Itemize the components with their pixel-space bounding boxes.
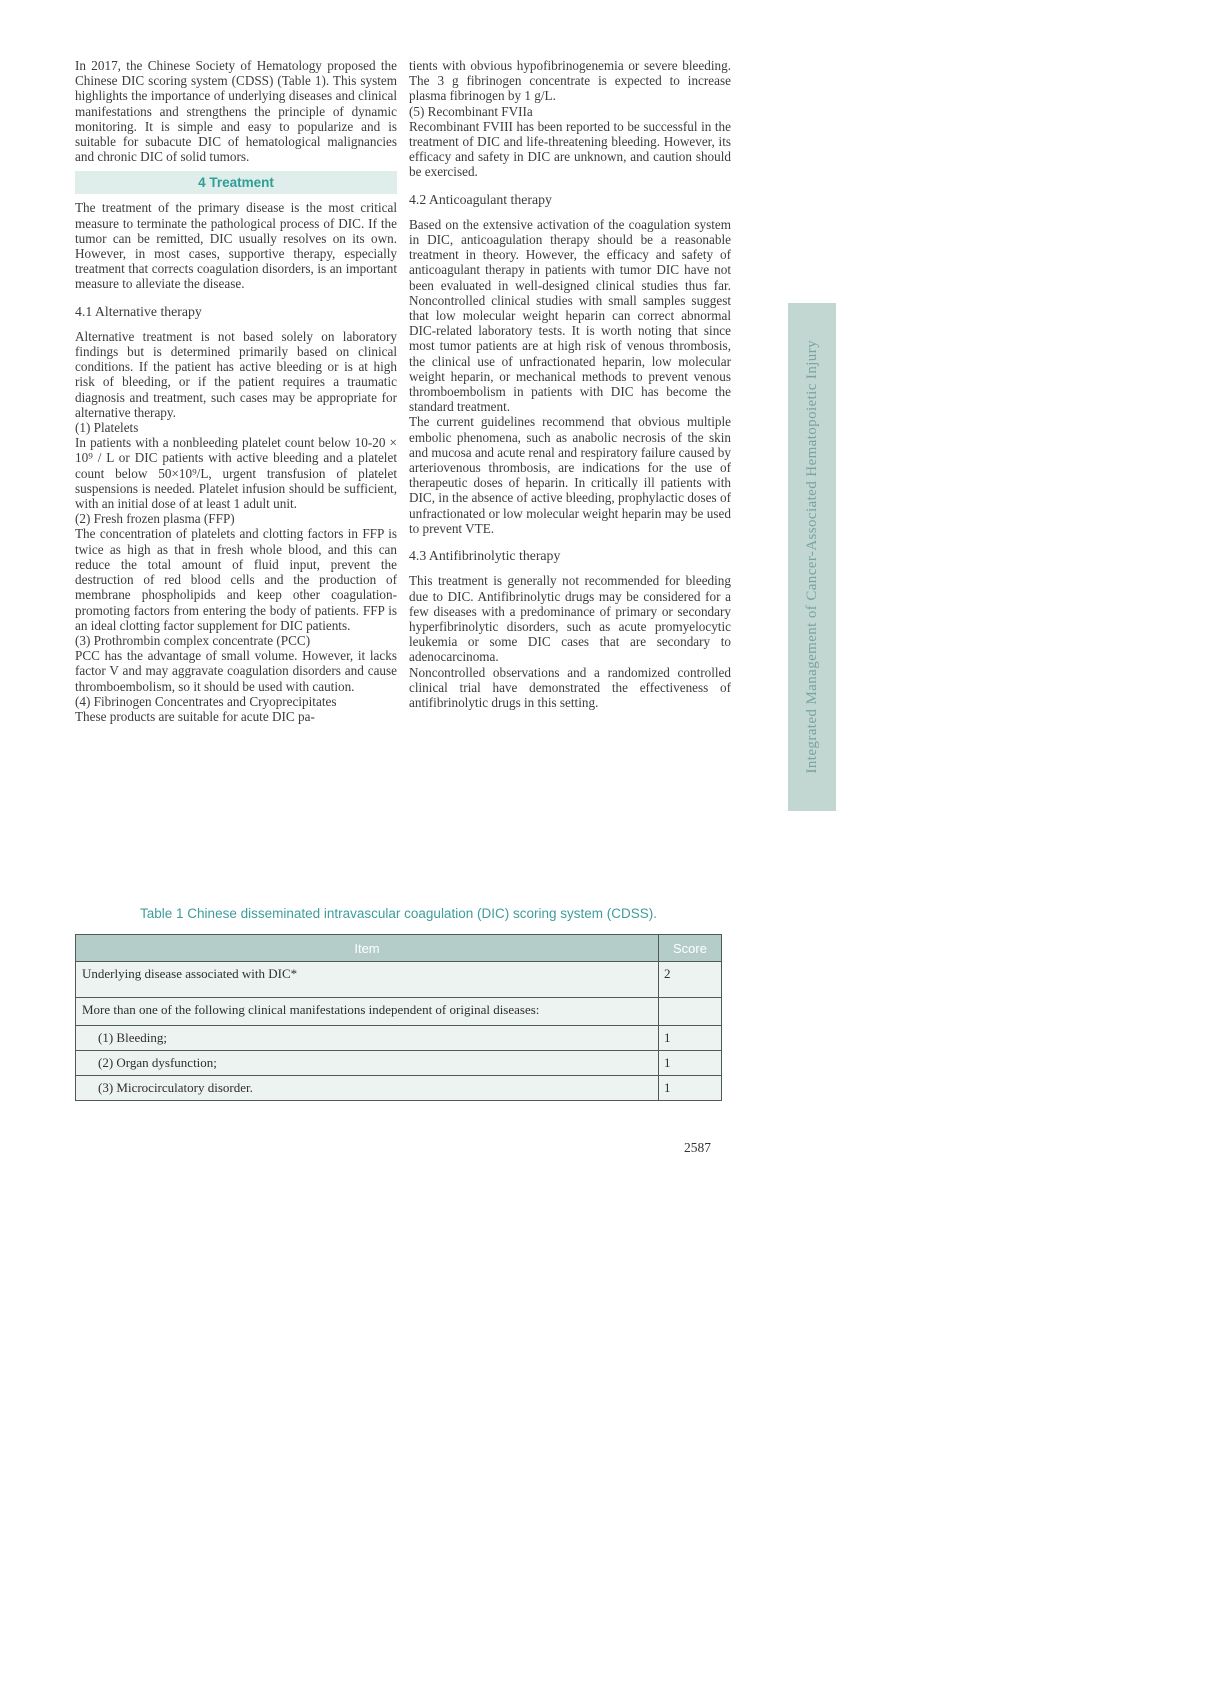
left-column xyxy=(75,58,397,724)
item-cell: More than one of the following clinical manifestations independent of original diseases: xyxy=(76,998,659,1026)
alternative-therapy-paragraph: Alternative treatment is not based solely on laboratory findings but is determined primarily based on clinical conditions. If the patient has active bleeding or is at high risk of bleeding, or if the patient requires a traumatic diagnosis and treatment, such cases may be appropriate for alternative therapy. xyxy=(75,328,397,420)
item-cell: Underlying disease associated with DIC* xyxy=(76,962,659,998)
table-row xyxy=(76,1051,722,1076)
item-cell: (1) Bleeding; xyxy=(76,1026,659,1051)
score-column-header: Score xyxy=(659,935,722,962)
intro-paragraph: In 2017, the Chinese Society of Hematology proposed the Chinese DIC scoring system (CDSS) (Table 1). This system highlights the importance of underlying diseases and clinical manifestations and strengthens the principle of dynamic monitoring. It is simple and easy to popularize and is suitable for subacute DIC of hematological malignancies and chronic DIC of solid tumors. xyxy=(75,58,397,165)
table-row xyxy=(76,962,722,998)
item-column-header: Item xyxy=(76,935,659,962)
score-cell xyxy=(659,998,722,1026)
score-cell: 1 xyxy=(659,1051,722,1076)
subsection-heading-4-2: 4.2 Anticoagulant therapy xyxy=(409,191,552,207)
item-2-label: (2) Fresh frozen plasma (FFP) xyxy=(75,511,235,527)
item-3-paragraph: PCC has the advantage of small volume. However, it lacks factor V and may aggravate coagulation disorders and cause thromboembolism, so it should be used with caution. xyxy=(75,648,397,694)
table-header-row xyxy=(76,935,722,962)
anticoagulant-paragraph-1: Based on the extensive activation of the coagulation system in DIC, anticoagulation therapy should be a reasonable treatment in theory. However, the efficacy and safety of anticoagulant therapy in patients with tumor DIC have not been evaluated in well-designed clinical studies thus far. Noncontrolled clinical studies with small samples suggest that low molecular weight heparin can correct abnormal DIC-related laboratory tests. It is worth noting that since most tumor patients are at high risk of venous thrombosis, the clinical use of unfractionated heparin, low molecular weight heparin, or mechanical methods to prevent venous thromboembolism in patients with DIC has become the standard treatment. xyxy=(409,216,731,415)
anticoagulant-paragraph-2: The current guidelines recommend that obvious multiple embolic phenomena, such as anabolic necrosis of the skin and mucosa and acute renal and respiratory failure caused by arteriovenous thrombosis, are indications for the use of therapeutic doses of heparin. In critically ill patients with DIC, in the absence of active bleeding, prophylactic doses of unfractionated or low molecular weight heparin may be used to prevent VTE. xyxy=(409,414,731,536)
vertical-banner xyxy=(788,303,836,811)
item-5-label: (5) Recombinant FVIIa xyxy=(409,103,533,119)
subsection-heading-4-3: 4.3 Antifibrinolytic therapy xyxy=(409,548,561,564)
item-cell: (2) Organ dysfunction; xyxy=(76,1051,659,1076)
item-cell: (3) Microcirculatory disorder. xyxy=(76,1076,659,1101)
score-cell: 1 xyxy=(659,1076,722,1101)
item-1-label: (1) Platelets xyxy=(75,420,139,436)
subsection-heading-4-1: 4.1 Alternative therapy xyxy=(75,303,202,319)
item-4-continuation-paragraph: tients with obvious hypofibrinogenemia or severe bleeding. The 3 g fibrinogen concentrate is expected to increase plasma fibrinogen by 1 g/L. xyxy=(409,58,731,104)
item-5-paragraph: Recombinant FVIII has been reported to be successful in the treatment of DIC and life-threatening bleeding. However, its efficacy and safety in DIC are unknown, and caution should be exercised. xyxy=(409,118,731,180)
table-row xyxy=(76,1026,722,1051)
item-2-paragraph: The concentration of platelets and clotting factors in FFP is twice as high as that in fresh whole blood, and this can reduce the total amount of fluid input, prevent the destruction of red blood cells and the production of membrane phospholipids and keep other coagulation-promoting factors from entering the body of patients. FFP is an ideal clotting factor supplement for DIC patients. xyxy=(75,526,397,633)
item-4-label: (4) Fibrinogen Concentrates and Cryoprecipitates xyxy=(75,693,337,709)
table-row xyxy=(76,1076,722,1101)
table-caption: Table 1 Chinese disseminated intravascular coagulation (DIC) scoring system (CDSS). xyxy=(140,906,657,921)
right-column xyxy=(409,58,731,710)
antifibrinolytic-paragraph-2: Noncontrolled observations and a randomized controlled clinical trial have demonstrated the effectiveness of antifibrinolytic drugs in this setting. xyxy=(409,664,731,710)
vertical-banner-label: Integrated Management of Cancer-Associated Hematopoietic Injury xyxy=(803,340,820,774)
section-heading-treatment: 4 Treatment xyxy=(198,175,274,191)
item-4-paragraph: These products are suitable for acute DIC pa- xyxy=(75,708,315,724)
item-1-paragraph: In patients with a nonbleeding platelet count below 10-20 × 10⁹ / L or DIC patients with active bleeding and a platelet count below 50×10⁹/L, urgent transfusion of platelet suspensions is needed. Platelet infusion should be sufficient, with an initial dose of at least 1 adult unit. xyxy=(75,435,397,512)
score-cell: 1 xyxy=(659,1026,722,1051)
table-row xyxy=(76,998,722,1026)
scoring-table xyxy=(75,934,722,1101)
score-cell: 2 xyxy=(659,962,722,998)
treatment-intro-paragraph: The treatment of the primary disease is the most critical measure to terminate the pathological process of DIC. If the tumor can be remitted, DIC usually resolves on its own. However, in most cases, supportive therapy, especially treatment that corrects coagulation disorders, is an important measure to alleviate the disease. xyxy=(75,200,397,292)
page-number: 2587 xyxy=(684,1140,711,1155)
treatment-heading-band xyxy=(75,171,397,194)
item-3-label: (3) Prothrombin complex concentrate (PCC) xyxy=(75,632,311,648)
antifibrinolytic-paragraph-1: This treatment is generally not recommended for bleeding due to DIC. Antifibrinolytic drugs may be considered for a few diseases with a predominance of primary or secondary hyperfibrinolytic disorders, such as acute promyelocytic leukemia or some DIC cases that are secondary to adenocarcinoma. xyxy=(409,573,731,665)
